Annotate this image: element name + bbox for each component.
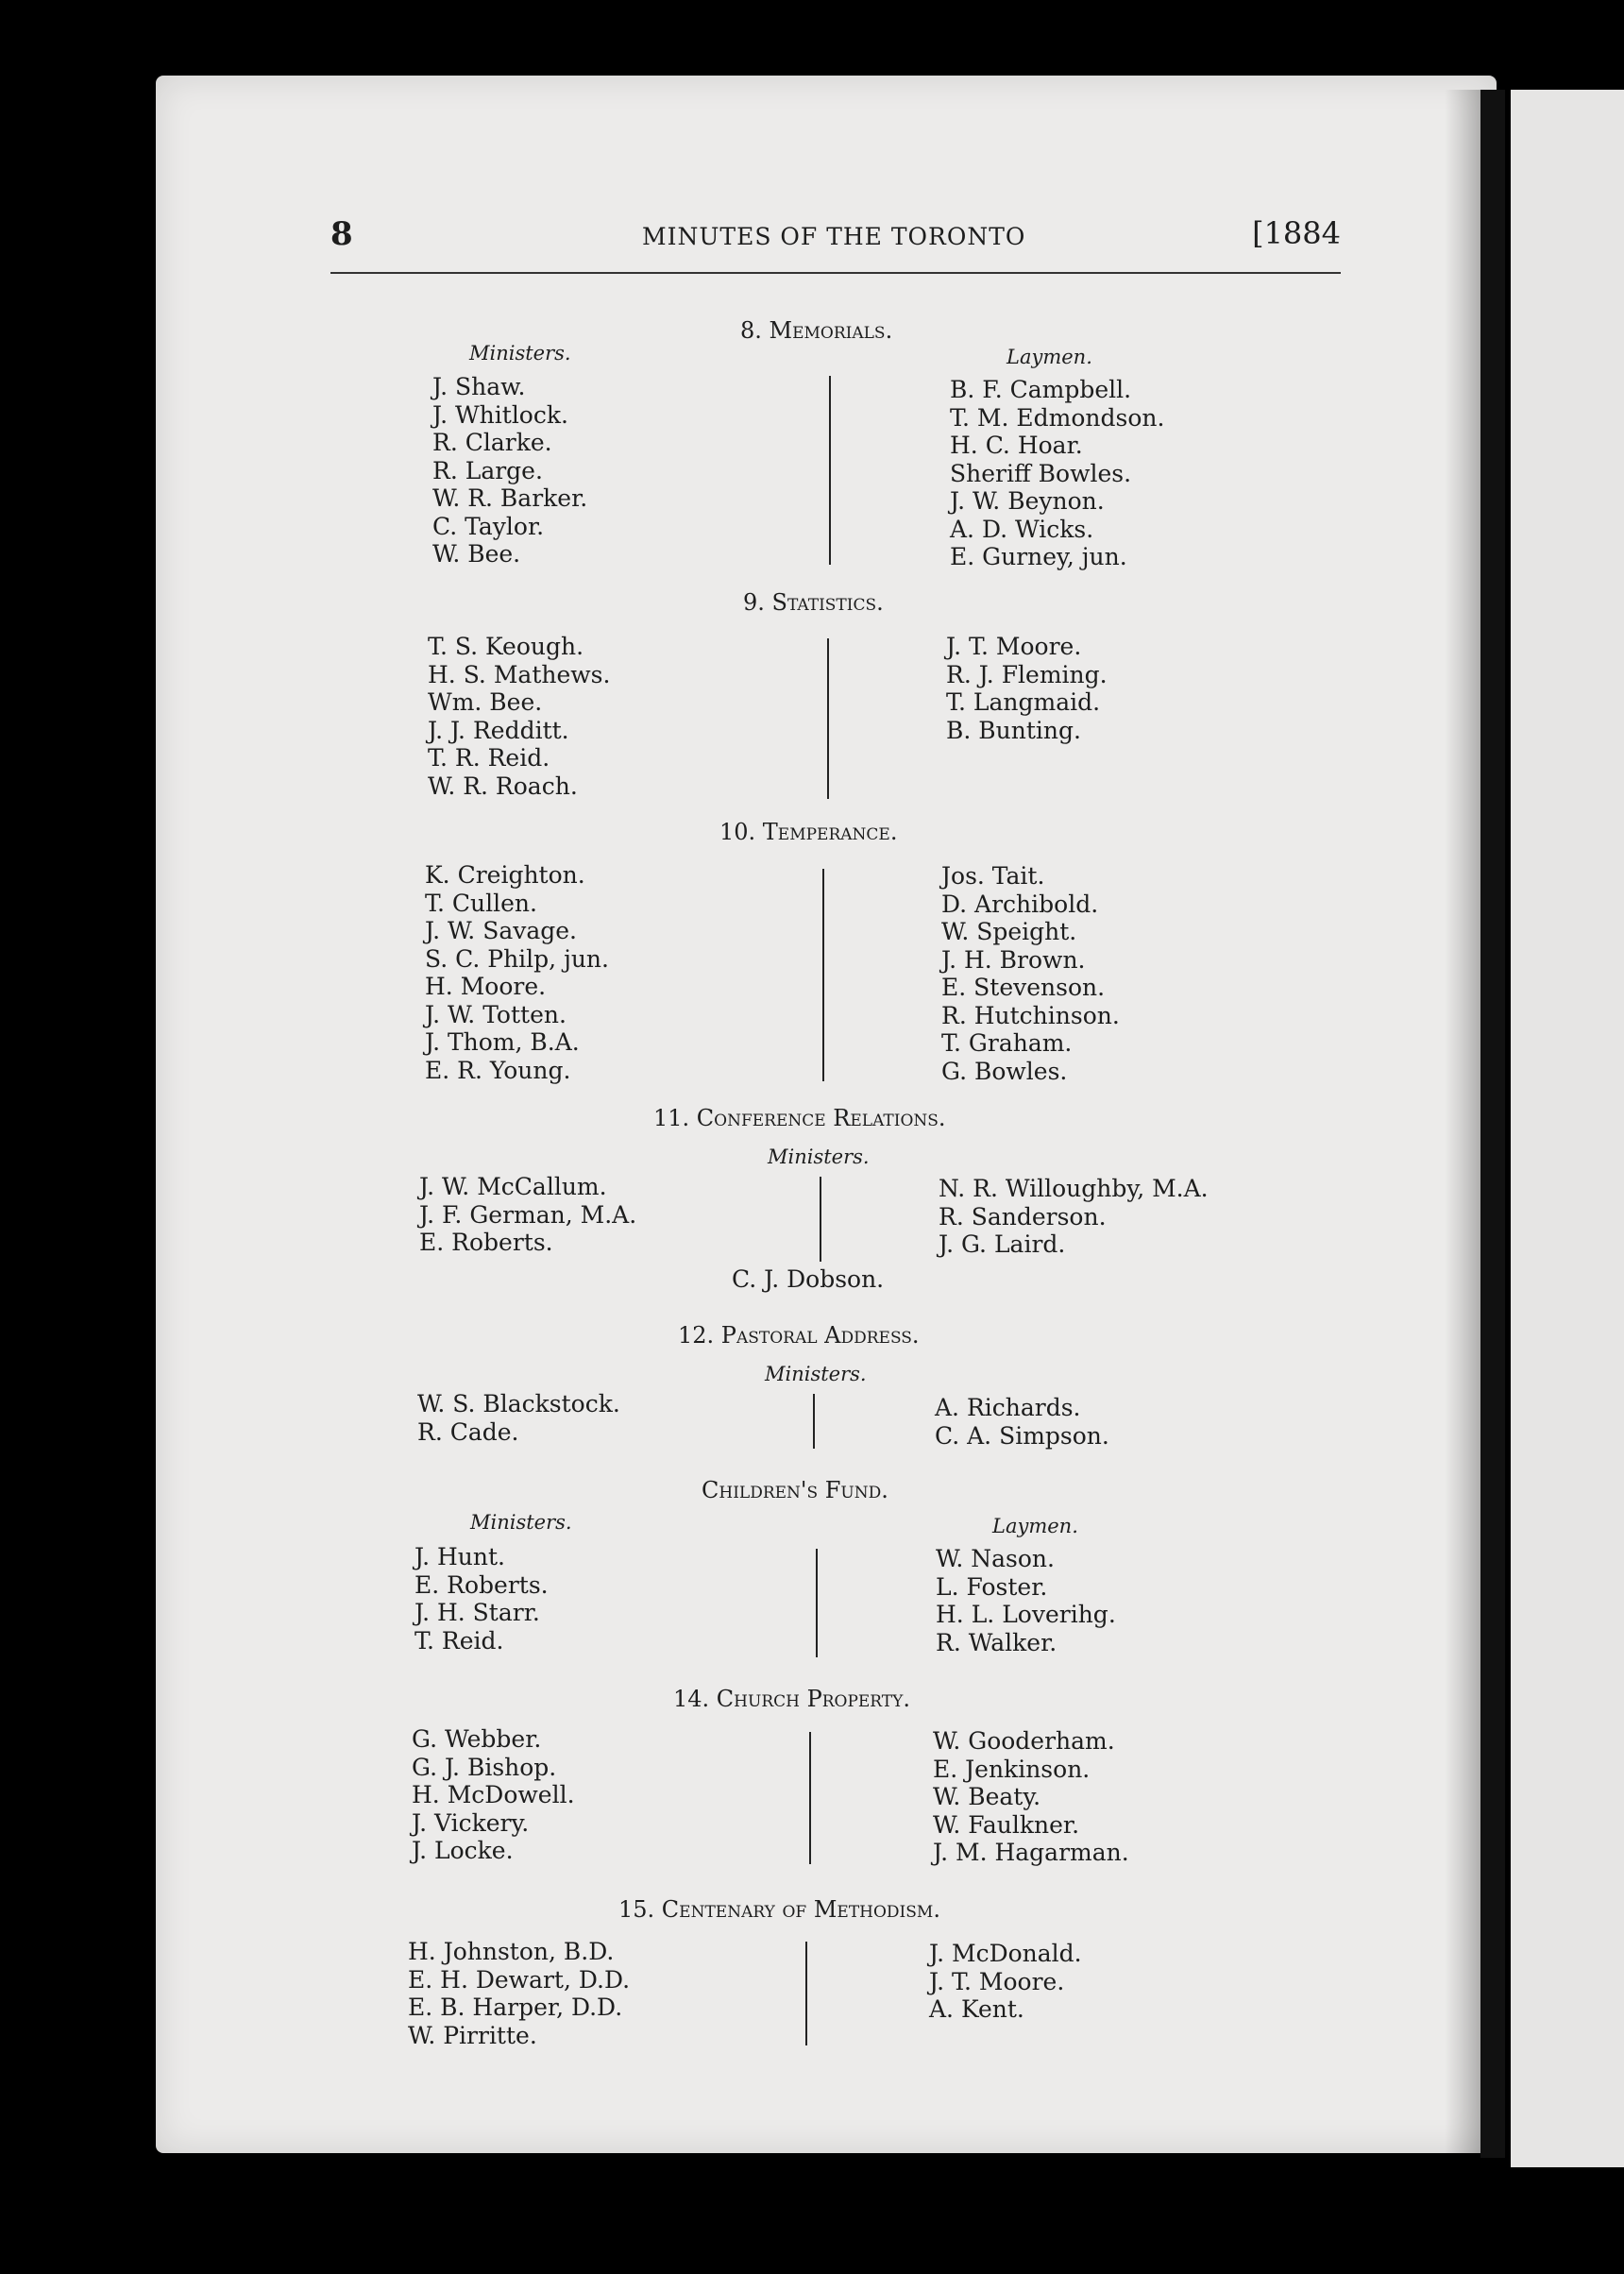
name-entry: H. McDowell. <box>412 1781 575 1808</box>
name-entry: J. Hunt. <box>414 1543 505 1570</box>
name-entry: T. M. Edmondson. <box>950 403 1165 432</box>
section-title-temperance: 10. Temperance. <box>719 819 898 845</box>
section-title-pastoral-address: 12. Pastoral Address. <box>678 1322 920 1349</box>
centenary-left-list <box>408 1938 630 2049</box>
name-entry: L. Foster. <box>936 1572 1048 1601</box>
statistics-left-list <box>428 633 610 800</box>
ministers-label: Ministers. <box>768 1145 870 1168</box>
column-divider <box>822 869 824 1081</box>
name-entry: H. S. Mathews. <box>428 660 611 688</box>
name-entry: J. H. Brown. <box>941 945 1086 974</box>
name-entry: J. H. Starr. <box>414 1599 540 1626</box>
name-entry: R. Hutchinson. <box>941 1001 1120 1029</box>
section-title-centenary-of-methodism: 15. Centenary of Methodism. <box>618 1896 940 1923</box>
pastoral-right-list <box>935 1394 1109 1450</box>
name-entry: H. C. Hoar. <box>950 432 1083 459</box>
name-entry: J. Locke. <box>412 1837 514 1864</box>
book-spine <box>1480 90 1505 2158</box>
name-entry: E. R. Young. <box>425 1056 571 1084</box>
name-entry: Wm. Bee. <box>428 688 543 716</box>
name-entry: H. Moore. <box>425 973 547 1000</box>
name-entry: A. D. Wicks. <box>950 515 1094 543</box>
name-entry: T. Graham. <box>941 1029 1073 1057</box>
name-entry: B. Bunting. <box>946 716 1081 744</box>
name-entry: Sheriff Bowles. <box>950 459 1132 487</box>
name-entry: J. W. Totten. <box>425 1000 567 1028</box>
name-entry: W. S. Blackstock. <box>417 1390 620 1417</box>
conference-left-list <box>419 1173 636 1257</box>
ministers-label: Ministers. <box>765 1363 867 1385</box>
name-entry: A. Kent. <box>929 1995 1024 2023</box>
column-divider <box>809 1732 811 1864</box>
section-title-conference-relations: 11. Conference Relations. <box>653 1105 946 1131</box>
page-header <box>330 215 1341 274</box>
name-entry: T. R. Reid. <box>428 744 550 772</box>
name-entry: J. M. Hagarman. <box>933 1839 1129 1866</box>
memorials-ministers-list <box>432 373 587 568</box>
name-entry: J. W. McCallum. <box>419 1173 607 1200</box>
section-title-church-property: 14. Church Property. <box>673 1686 910 1712</box>
running-title: MINUTES OF THE TORONTO <box>642 223 1026 250</box>
name-entry: E. Roberts. <box>414 1570 549 1599</box>
laymen-label: Laymen. <box>1007 346 1092 368</box>
name-entry: N. R. Willoughby, M.A. <box>939 1175 1209 1202</box>
section-title-childrens-fund: Children's Fund. <box>702 1477 888 1503</box>
name-entry: J. Vickery. <box>412 1808 530 1837</box>
name-entry: J. Shaw. <box>432 373 526 400</box>
column-divider <box>820 1177 821 1262</box>
name-entry: G. J. Bishop. <box>412 1753 557 1781</box>
name-entry: J. J. Redditt. <box>428 716 569 744</box>
column-divider <box>813 1394 815 1449</box>
conference-right-list <box>939 1175 1209 1259</box>
church-property-right-list <box>933 1727 1129 1867</box>
column-divider <box>829 376 831 565</box>
church-property-left-list <box>412 1725 575 1865</box>
name-entry: W. Speight. <box>941 918 1077 945</box>
column-divider <box>816 1549 818 1657</box>
name-entry: W. R. Roach. <box>428 772 578 800</box>
name-entry: G. Bowles. <box>941 1057 1068 1085</box>
pastoral-left-list <box>417 1390 620 1446</box>
name-entry: B. F. Campbell. <box>950 376 1132 403</box>
name-entry: W. Nason. <box>936 1545 1055 1572</box>
name-entry: C. A. Simpson. <box>935 1421 1109 1450</box>
name-entry: E. Roberts. <box>419 1229 553 1256</box>
name-entry: R. Clarke. <box>432 429 552 456</box>
centenary-right-list <box>929 1940 1082 2024</box>
childrens-fund-ministers-list <box>414 1543 549 1655</box>
section-title-statistics: 9. Statistics. <box>743 589 884 616</box>
name-entry: R. Walker. <box>936 1628 1057 1656</box>
name-entry: R. Sanderson. <box>939 1202 1107 1230</box>
column-divider <box>805 1942 807 2045</box>
temperance-right-list <box>941 862 1120 1085</box>
name-entry: E. Stevenson. <box>941 974 1106 1001</box>
laymen-label: Laymen. <box>992 1515 1078 1537</box>
name-entry: T. Langmaid. <box>946 688 1101 716</box>
ministers-label: Ministers. <box>470 1511 572 1534</box>
name-entry: E. H. Dewart, D.D. <box>408 1965 631 1994</box>
temperance-left-list <box>425 861 609 1084</box>
name-entry: J. W. Beynon. <box>950 487 1105 515</box>
column-divider <box>827 638 829 799</box>
name-entry: T. Reid. <box>414 1626 504 1655</box>
name-entry: J. T. Moore. <box>946 633 1082 660</box>
statistics-right-list <box>946 633 1108 744</box>
name-entry: J. Whitlock. <box>432 400 568 429</box>
name-entry: A. Richards. <box>935 1394 1081 1421</box>
name-entry: W. Gooderham. <box>933 1727 1115 1755</box>
name-entry: Jos. Tait. <box>941 862 1045 890</box>
name-entry: C. Taylor. <box>432 512 545 540</box>
name-entry: H. Johnston, B.D. <box>408 1938 615 1965</box>
childrens-fund-laymen-list <box>936 1545 1116 1656</box>
ministers-label: Ministers. <box>469 342 571 365</box>
name-entry: G. Webber. <box>412 1725 542 1753</box>
name-entry: J. Thom, B.A. <box>425 1028 580 1056</box>
facing-page-edge <box>1511 90 1624 2167</box>
name-entry: W. Beaty. <box>933 1783 1041 1810</box>
name-entry: J. T. Moore. <box>929 1967 1065 1995</box>
page-gutter-shadow <box>1445 90 1482 2158</box>
name-entry: H. L. Loverihg. <box>936 1601 1116 1628</box>
name-entry: T. Cullen. <box>425 889 537 917</box>
name-entry: R. Cade. <box>417 1417 519 1446</box>
name-entry: K. Creighton. <box>425 861 585 889</box>
name-entry: W. Pirritte. <box>408 2021 537 2049</box>
name-entry: J. F. German, M.A. <box>419 1200 637 1229</box>
name-entry: E. Gurney, jun. <box>950 543 1127 570</box>
name-entry: T. S. Keough. <box>428 633 584 660</box>
name-entry: W. Faulkner. <box>933 1810 1080 1839</box>
name-entry: E. Jenkinson. <box>933 1755 1091 1783</box>
centered-name: C. J. Dobson. <box>732 1265 885 1293</box>
name-entry: J. McDonald. <box>929 1940 1082 1967</box>
memorials-laymen-list <box>950 376 1164 571</box>
name-entry: W. Bee. <box>432 540 521 568</box>
section-title-memorials: 8. Memorials. <box>740 317 893 344</box>
page-number: 8 <box>330 215 353 253</box>
name-entry: R. J. Fleming. <box>946 660 1108 688</box>
year: [1884 <box>1252 215 1341 251</box>
name-entry: R. Large. <box>432 456 543 484</box>
name-entry: W. R. Barker. <box>432 484 588 512</box>
name-entry: J. W. Savage. <box>425 917 577 944</box>
name-entry: S. C. Philp, jun. <box>425 944 609 973</box>
name-entry: J. G. Laird. <box>939 1230 1066 1258</box>
name-entry: E. B. Harper, D.D. <box>408 1994 623 2021</box>
name-entry: D. Archibold. <box>941 890 1099 918</box>
